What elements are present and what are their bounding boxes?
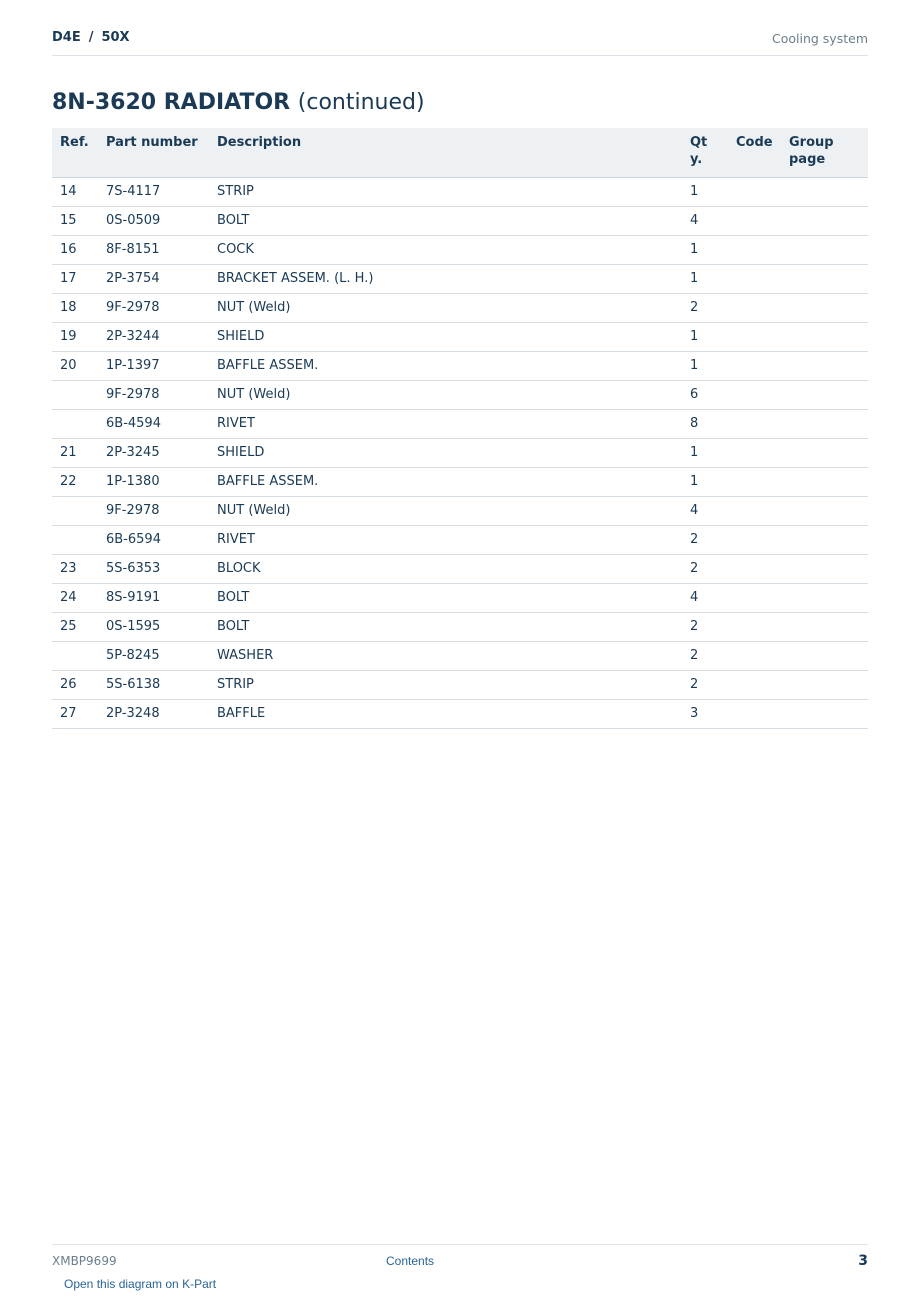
- cell-qty: 2: [682, 293, 728, 322]
- cell-code: [728, 583, 781, 612]
- cell-code: [728, 380, 781, 409]
- cell-ref: 21: [52, 438, 98, 467]
- cell-description: BAFFLE ASSEM.: [209, 467, 682, 496]
- kpart-diagram-link[interactable]: Open this diagram on K-Part: [64, 1277, 217, 1291]
- col-code: Code: [728, 128, 781, 177]
- cell-ref: 19: [52, 322, 98, 351]
- cell-group-page: [781, 351, 868, 380]
- table-row: [52, 177, 868, 206]
- cell-qty: 1: [682, 467, 728, 496]
- table-row: [52, 583, 868, 612]
- table-row: [52, 496, 868, 525]
- table-row: [52, 467, 868, 496]
- cell-part-number: 2P-3248: [98, 699, 209, 728]
- page-header: [52, 0, 868, 56]
- cell-ref: [52, 496, 98, 525]
- title-suffix: (continued): [297, 90, 425, 115]
- cell-description: STRIP: [209, 177, 682, 206]
- cell-part-number: 2P-3245: [98, 438, 209, 467]
- col-ref: Ref.: [52, 128, 98, 177]
- cell-code: [728, 177, 781, 206]
- cell-code: [728, 293, 781, 322]
- model-separator: /: [88, 30, 94, 45]
- cell-ref: [52, 380, 98, 409]
- cell-group-page: [781, 293, 868, 322]
- cell-qty: 2: [682, 612, 728, 641]
- cell-part-number: 5P-8245: [98, 641, 209, 670]
- cell-part-number: 6B-6594: [98, 525, 209, 554]
- cell-code: [728, 409, 781, 438]
- cell-description: BRACKET ASSEM. (L. H.): [209, 264, 682, 293]
- cell-qty: 1: [682, 264, 728, 293]
- cell-qty: 1: [682, 438, 728, 467]
- cell-qty: 4: [682, 583, 728, 612]
- cell-part-number: 2P-3244: [98, 322, 209, 351]
- title-part: 8N-3620 RADIATOR: [52, 90, 291, 115]
- table-body: [52, 177, 868, 728]
- cell-group-page: [781, 235, 868, 264]
- cell-part-number: 2P-3754: [98, 264, 209, 293]
- cell-description: NUT (Weld): [209, 380, 682, 409]
- col-qty-label: Qty.: [690, 135, 708, 167]
- cell-part-number: 1P-1380: [98, 467, 209, 496]
- col-part-number: Part number: [98, 128, 209, 177]
- cell-qty: 8: [682, 409, 728, 438]
- cell-ref: [52, 641, 98, 670]
- cell-description: BOLT: [209, 612, 682, 641]
- cell-code: [728, 438, 781, 467]
- cell-code: [728, 264, 781, 293]
- cell-part-number: 8F-8151: [98, 235, 209, 264]
- cell-description: NUT (Weld): [209, 293, 682, 322]
- cell-group-page: [781, 699, 868, 728]
- cell-code: [728, 235, 781, 264]
- cell-ref: 15: [52, 206, 98, 235]
- cell-group-page: [781, 264, 868, 293]
- cell-ref: [52, 525, 98, 554]
- cell-group-page: [781, 409, 868, 438]
- cell-group-page: [781, 612, 868, 641]
- cell-part-number: 0S-0509: [98, 206, 209, 235]
- cell-code: [728, 670, 781, 699]
- cell-code: [728, 322, 781, 351]
- section-name: Cooling system: [772, 31, 868, 46]
- cell-part-number: 5S-6353: [98, 554, 209, 583]
- cell-part-number: 0S-1595: [98, 612, 209, 641]
- cell-ref: 14: [52, 177, 98, 206]
- cell-description: BAFFLE: [209, 699, 682, 728]
- col-group-page: Group page: [781, 128, 868, 177]
- table-row: [52, 264, 868, 293]
- cell-qty: 4: [682, 206, 728, 235]
- cell-description: RIVET: [209, 409, 682, 438]
- cell-qty: 6: [682, 380, 728, 409]
- cell-description: BOLT: [209, 206, 682, 235]
- table-header-row: [52, 128, 868, 177]
- cell-description: BOLT: [209, 583, 682, 612]
- cell-ref: [52, 409, 98, 438]
- page-title: [52, 90, 425, 115]
- cell-part-number: 7S-4117: [98, 177, 209, 206]
- cell-group-page: [781, 438, 868, 467]
- cell-code: [728, 351, 781, 380]
- model-name: D4E: [52, 30, 81, 45]
- cell-ref: 20: [52, 351, 98, 380]
- table-row: [52, 380, 868, 409]
- cell-part-number: 6B-4594: [98, 409, 209, 438]
- contents-link[interactable]: Contents: [386, 1254, 435, 1268]
- table-row: [52, 293, 868, 322]
- cell-description: NUT (Weld): [209, 496, 682, 525]
- cell-part-number: 9F-2978: [98, 496, 209, 525]
- page-footer: [52, 1244, 868, 1300]
- cell-qty: 2: [682, 525, 728, 554]
- table-row: [52, 322, 868, 351]
- page-number: 3: [858, 1253, 868, 1269]
- cell-description: SHIELD: [209, 438, 682, 467]
- cell-group-page: [781, 670, 868, 699]
- table-row: [52, 670, 868, 699]
- cell-description: BAFFLE ASSEM.: [209, 351, 682, 380]
- cell-description: RIVET: [209, 525, 682, 554]
- cell-qty: 2: [682, 554, 728, 583]
- cell-group-page: [781, 206, 868, 235]
- table-row: [52, 235, 868, 264]
- serial-prefix: 50X: [101, 30, 130, 45]
- cell-code: [728, 467, 781, 496]
- cell-description: BLOCK: [209, 554, 682, 583]
- cell-ref: 26: [52, 670, 98, 699]
- cell-description: STRIP: [209, 670, 682, 699]
- cell-ref: 23: [52, 554, 98, 583]
- cell-description: WASHER: [209, 641, 682, 670]
- cell-description: COCK: [209, 235, 682, 264]
- cell-qty: 4: [682, 496, 728, 525]
- cell-part-number: 5S-6138: [98, 670, 209, 699]
- cell-qty: 1: [682, 177, 728, 206]
- table-row: [52, 699, 868, 728]
- cell-code: [728, 641, 781, 670]
- cell-part-number: 9F-2978: [98, 380, 209, 409]
- cell-ref: 18: [52, 293, 98, 322]
- cell-ref: 24: [52, 583, 98, 612]
- cell-ref: 17: [52, 264, 98, 293]
- cell-group-page: [781, 525, 868, 554]
- cell-group-page: [781, 641, 868, 670]
- table-row: [52, 438, 868, 467]
- cell-ref: 16: [52, 235, 98, 264]
- cell-part-number: 9F-2978: [98, 293, 209, 322]
- cell-group-page: [781, 467, 868, 496]
- table-row: [52, 641, 868, 670]
- cell-ref: 27: [52, 699, 98, 728]
- model-serial: [52, 30, 130, 45]
- cell-part-number: 8S-9191: [98, 583, 209, 612]
- table-row: [52, 409, 868, 438]
- cell-code: [728, 554, 781, 583]
- parts-table: [52, 128, 868, 729]
- cell-qty: 1: [682, 322, 728, 351]
- cell-part-number: 1P-1397: [98, 351, 209, 380]
- col-qty: [682, 128, 728, 177]
- table-row: [52, 554, 868, 583]
- cell-group-page: [781, 322, 868, 351]
- cell-group-page: [781, 496, 868, 525]
- cell-qty: 1: [682, 351, 728, 380]
- cell-group-page: [781, 380, 868, 409]
- cell-group-page: [781, 583, 868, 612]
- cell-qty: 1: [682, 235, 728, 264]
- col-description: Description: [209, 128, 682, 177]
- cell-description: SHIELD: [209, 322, 682, 351]
- cell-code: [728, 699, 781, 728]
- cell-group-page: [781, 554, 868, 583]
- cell-code: [728, 206, 781, 235]
- table-row: [52, 612, 868, 641]
- cell-qty: 2: [682, 670, 728, 699]
- table-row: [52, 525, 868, 554]
- table-row: [52, 351, 868, 380]
- cell-qty: 3: [682, 699, 728, 728]
- cell-ref: 25: [52, 612, 98, 641]
- cell-code: [728, 612, 781, 641]
- cell-code: [728, 496, 781, 525]
- table-row: [52, 206, 868, 235]
- document-id: XMBP9699: [52, 1254, 117, 1268]
- cell-code: [728, 525, 781, 554]
- cell-qty: 2: [682, 641, 728, 670]
- cell-ref: 22: [52, 467, 98, 496]
- cell-group-page: [781, 177, 868, 206]
